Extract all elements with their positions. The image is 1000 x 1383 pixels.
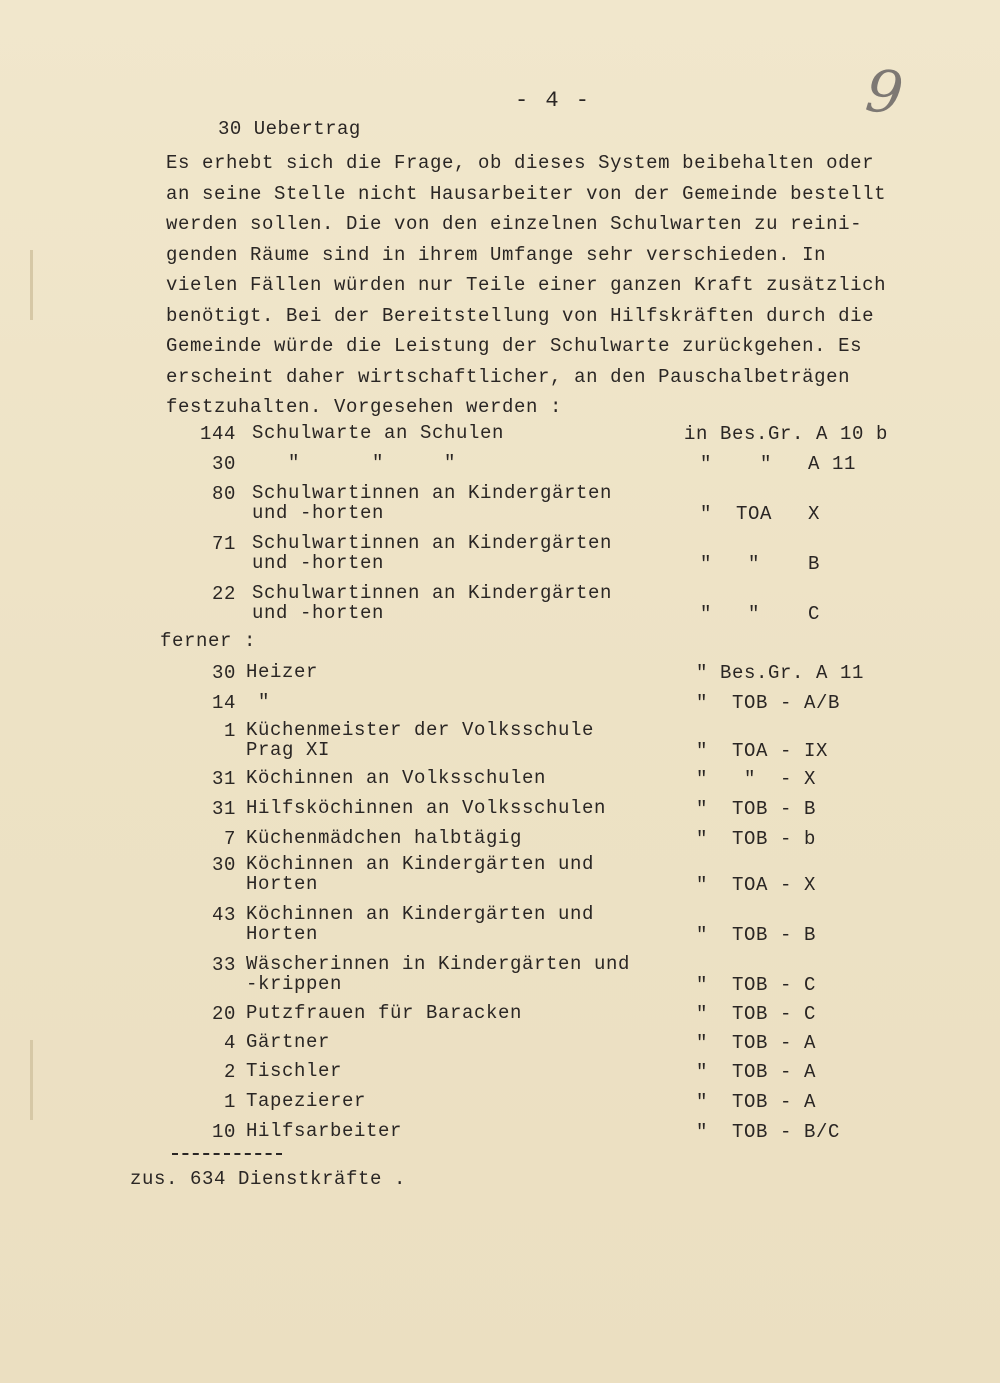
paragraph-line: benötigt. Bei der Bereitstellung von Hilfskräften durch die xyxy=(166,304,875,327)
staff-count: 14 xyxy=(211,692,236,714)
pay-group: in Bes.Gr. A 10 b xyxy=(684,423,889,445)
staff-count: 30 xyxy=(211,453,236,475)
staff-description: Köchinnen an Kindergärten und Horten xyxy=(246,853,595,895)
paragraph-line: werden sollen. Die von den einzelnen Schulwarten zu reini- xyxy=(166,213,863,235)
pay-group: " " A 11 xyxy=(700,453,857,475)
staff-description: Gärtner xyxy=(246,1031,331,1053)
staff-count: 31 xyxy=(211,798,236,820)
staff-description: Wäscherinnen in Kindergärten und -krippen xyxy=(246,953,631,995)
staff-description: Tapezierer xyxy=(246,1090,367,1112)
staff-description: " xyxy=(246,691,271,713)
page-number: - 4 - xyxy=(515,88,592,113)
pay-group: " TOB - B/C xyxy=(696,1121,841,1143)
staff-count: 7 xyxy=(223,828,236,850)
staff-count: 30 xyxy=(211,854,236,876)
staff-description: Putzfrauen für Baracken xyxy=(246,1002,523,1024)
pay-group: " " B xyxy=(700,553,821,575)
staff-count: 22 xyxy=(211,583,236,605)
paper-edge-mark xyxy=(30,250,33,320)
pay-group: " TOB - A xyxy=(696,1032,817,1054)
staff-description: Küchenmädchen halbtägig xyxy=(246,827,523,849)
staff-description: Hilfsarbeiter xyxy=(246,1120,403,1142)
handwritten-page-number: 9 xyxy=(862,56,907,128)
paragraph-line: festzuhalten. Vorgesehen werden : xyxy=(166,396,563,418)
pay-group: " TOB - b xyxy=(696,828,817,850)
pay-group: " TOB - A xyxy=(696,1061,817,1083)
staff-count: 4 xyxy=(223,1032,236,1054)
staff-count: 33 xyxy=(211,954,236,976)
carry-over-line: 30 Uebertrag xyxy=(218,118,361,140)
staff-description: Küchenmeister der Volksschule Prag XI xyxy=(246,719,595,761)
ferner-label: ferner : xyxy=(160,630,257,652)
paragraph-line: Es erhebt sich die Frage, ob dieses System beibehalten oder xyxy=(166,152,875,174)
paper-edge-mark xyxy=(30,1040,33,1120)
pay-group: " TOB - A/B xyxy=(696,692,841,714)
staff-count: 10 xyxy=(211,1121,236,1143)
staff-description: Schulwartinnen an Kindergärten und -horten xyxy=(252,482,613,524)
staff-count: 144 xyxy=(199,423,236,445)
total-line: zus. 634 Dienstkräfte . xyxy=(130,1168,407,1190)
staff-count: 43 xyxy=(211,904,236,926)
staff-count: 1 xyxy=(223,1091,236,1113)
paragraph-line: genden Räume sind in ihrem Umfange sehr verschieden. In xyxy=(166,243,827,266)
staff-description: Schulwartinnen an Kindergärten und -horten xyxy=(252,582,613,624)
staff-count: 1 xyxy=(223,720,236,742)
staff-count: 20 xyxy=(211,1003,236,1025)
staff-description: Heizer xyxy=(246,661,319,683)
staff-description: Köchinnen an Kindergärten und Horten xyxy=(246,903,595,945)
pay-group: " TOB - C xyxy=(696,1003,817,1025)
staff-count: 30 xyxy=(211,662,236,684)
pay-group: " TOB - C xyxy=(696,974,817,996)
staff-description: Schulwartinnen an Kindergärten und -horten xyxy=(252,532,613,574)
sum-rule xyxy=(172,1153,282,1155)
pay-group: " TOB - B xyxy=(696,924,817,946)
staff-count: 80 xyxy=(211,483,236,505)
pay-group: " " C xyxy=(700,603,821,625)
paragraph-line: Gemeinde würde die Leistung der Schulwarte zurückgehen. Es xyxy=(166,335,863,357)
body-paragraph xyxy=(166,148,926,423)
paragraph-line: an seine Stelle nicht Hausarbeiter von der Gemeinde bestellt xyxy=(166,182,887,205)
staff-description: Schulwarte an Schulen xyxy=(252,422,505,444)
pay-group: " TOB - B xyxy=(696,798,817,820)
staff-description: " " " xyxy=(252,452,457,474)
pay-group: " TOA - X xyxy=(696,874,817,896)
staff-description: Tischler xyxy=(246,1060,343,1082)
pay-group: " TOB - A xyxy=(696,1091,817,1113)
staff-description: Köchinnen an Volksschulen xyxy=(246,767,547,789)
paragraph-line: vielen Fällen würden nur Teile einer ganzen Kraft zusätzlich xyxy=(166,274,887,296)
pay-group: " TOA X xyxy=(700,503,821,525)
paragraph-line: erscheint daher wirtschaftlicher, an den Pauschalbeträgen xyxy=(166,365,851,388)
staff-count: 2 xyxy=(223,1061,236,1083)
pay-group: " " - X xyxy=(696,768,817,790)
pay-group: " Bes.Gr. A 11 xyxy=(696,662,865,684)
pay-group: " TOA - IX xyxy=(696,740,829,762)
staff-description: Hilfsköchinnen an Volksschulen xyxy=(246,797,607,819)
staff-count: 31 xyxy=(211,768,236,790)
staff-count: 71 xyxy=(211,533,236,555)
